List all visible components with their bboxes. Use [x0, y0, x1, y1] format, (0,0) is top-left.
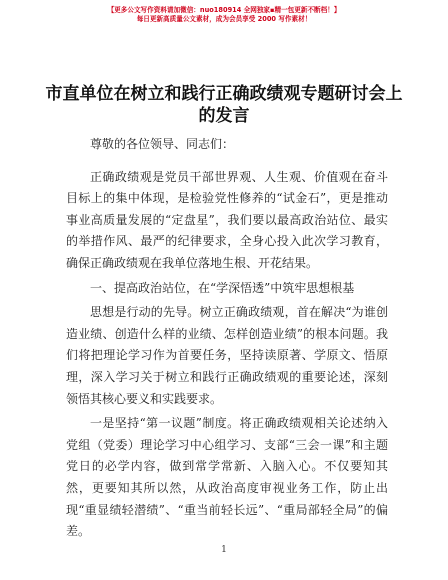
page-number: 1: [221, 545, 227, 555]
paragraph-point-1: 一是坚持“第一议题”制度。将正确政绩观相关论述纳入党组（党委）理论学习中心组学习、支部“三会一课”和主题党日的必学内容，做到常学常新、入脑入心。不仅要知其然，更要知其所以然，从政治高度审视业务工作，防止出现“重显绩轻潜绩”、“重当前轻长远”、“重局部轻全局”的偏差。: [66, 416, 388, 539]
salutation: 尊敬的各位领导、同志们：: [90, 137, 235, 151]
document-body: [66, 134, 388, 543]
paragraph-intro: 正确政绩观是党员干部世界观、人生观、价值观在奋斗目标上的集中体现，是检验党性修养的“试金石”，更是推动事业高质量发展的“定盘星”，我们要以最高政治站位、最实的举措作风、最严的纪律要求，全身心投入此次学习教育，确保正确政绩观在我单位落地生根、开花结果。: [66, 169, 388, 270]
section-heading-1: 一、提高政治站位，在“学深悟透”中筑牢思想根基: [90, 280, 355, 295]
paragraph-section-1: 思想是行动的先导。树立正确政绩观，首在解决“为谁创造业绩、创造什么样的业绩、怎样创造业绩”的根本问题。我们将把理论学习作为首要任务，坚持读原著、学原文、悟原理，深入学习关于树立和践行正确政绩观的重要论述，深刻领悟其核心要义和实践要求。: [66, 305, 388, 406]
promo-banner: [0, 6, 448, 24]
document-title: 市直单位在树立和践行正确政绩观专题研讨会上的发言: [45, 84, 403, 126]
promo-banner-line-2: 每日更新高质量公文素材，成为会员享受 2000 写作素材！: [136, 15, 312, 23]
promo-banner-line-1: 【更多公文写作资料请加微信：nuo180914 全网独家▪精一包更新不断档！】: [107, 6, 341, 14]
